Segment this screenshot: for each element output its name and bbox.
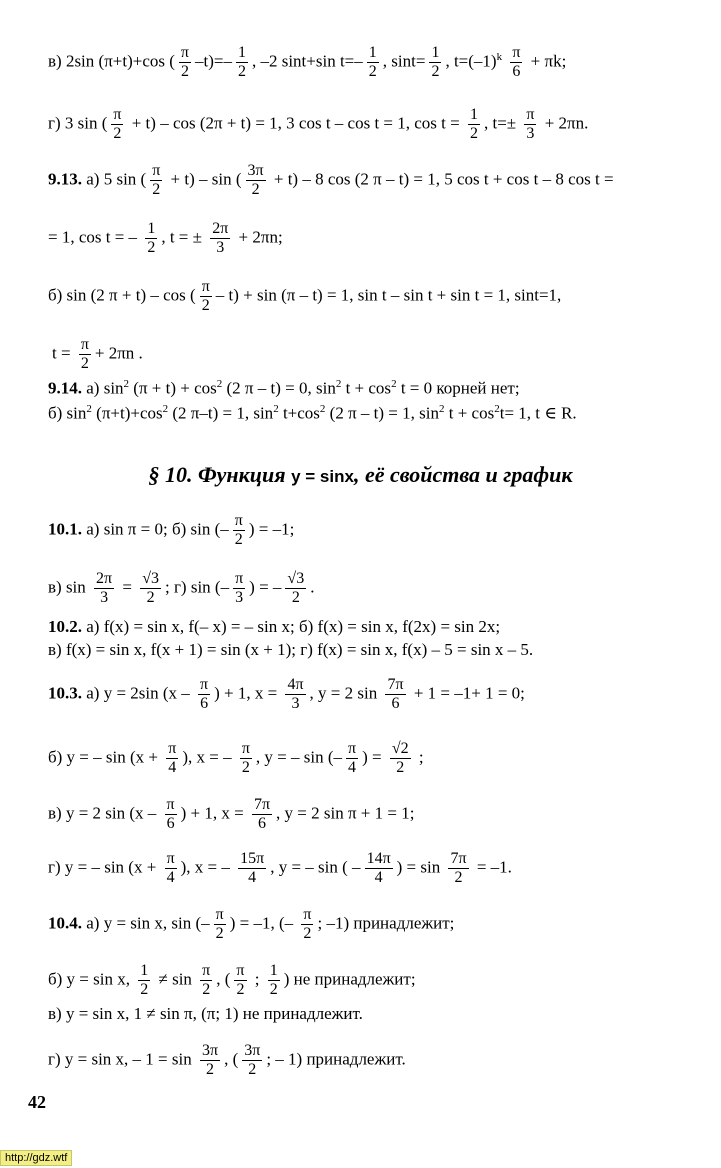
- denominator: 2: [215, 925, 224, 942]
- numerator: π: [202, 962, 211, 979]
- math-text: = 1, cos t = –: [48, 227, 142, 247]
- numerator: √3: [142, 570, 159, 587]
- math-text: , (: [216, 969, 231, 989]
- fraction: [468, 106, 480, 143]
- fraction: [233, 512, 245, 549]
- math-line: [48, 162, 721, 199]
- fraction: [166, 740, 178, 777]
- fraction: [94, 570, 114, 607]
- math-text: , sint=: [382, 51, 426, 71]
- fraction: [200, 1042, 220, 1079]
- math-text: t = 0 корней нет;: [396, 378, 520, 398]
- math-text: (2 π – t) = 0, sin: [222, 378, 336, 398]
- denominator: 2: [152, 181, 161, 198]
- math-line: [48, 962, 721, 999]
- fraction: [79, 336, 91, 373]
- fraction: [165, 796, 177, 833]
- math-text: ) + 1, x =: [180, 803, 248, 823]
- math-text: (2 π–t) = 1, sin: [168, 403, 274, 423]
- denominator: 2: [140, 981, 149, 998]
- denominator: 2: [368, 63, 377, 80]
- math-text: , (: [224, 1049, 239, 1069]
- denominator: 2: [396, 759, 405, 776]
- math-text: б) sin: [48, 403, 87, 423]
- section-heading: [0, 462, 721, 488]
- superscript: k: [496, 50, 503, 63]
- math-text: , t=(–1): [445, 51, 497, 71]
- math-line: [48, 1004, 721, 1024]
- math-line: [48, 220, 721, 257]
- math-text: ) = –1, (–: [229, 913, 298, 933]
- math-text: + t) – sin (: [166, 169, 242, 189]
- numerator: √3: [287, 570, 305, 587]
- exercise-number: 10.4.: [48, 913, 82, 933]
- math-text: ) не принадлежит;: [283, 969, 416, 989]
- fraction: [346, 740, 358, 777]
- numerator: 3π: [244, 1042, 261, 1059]
- denominator: 6: [166, 815, 175, 832]
- fraction: [233, 570, 245, 607]
- numerator: π: [168, 740, 177, 757]
- numerator: 3π: [202, 1042, 219, 1059]
- math-text: а) y = 2sin (x –: [82, 683, 195, 703]
- math-text: + 2πn;: [234, 227, 283, 247]
- superscript: 2: [86, 403, 92, 415]
- fraction: [252, 796, 272, 833]
- numerator: π: [234, 512, 243, 529]
- superscript: 2: [123, 378, 130, 390]
- fraction: [242, 1042, 262, 1079]
- math-text: б) sin (2 π + t) – cos (: [48, 285, 196, 305]
- math-text: , y = – sin (–: [255, 747, 342, 767]
- numerator: 1: [368, 44, 377, 61]
- math-text: а) 5 sin (: [82, 169, 147, 189]
- heading-prefix: § 10. Функция: [148, 462, 292, 487]
- math-text: в) y = 2 sin (x –: [48, 803, 161, 823]
- numerator: √2: [391, 740, 409, 757]
- math-line: [48, 278, 721, 315]
- denominator: 2: [113, 125, 122, 142]
- math-text: + 2πn .: [94, 343, 143, 363]
- fraction: [238, 850, 266, 887]
- denominator: 4: [374, 869, 383, 886]
- math-line: [48, 570, 721, 607]
- fraction: [510, 44, 522, 81]
- math-text: а) sin: [82, 378, 124, 398]
- numerator: π: [241, 740, 250, 757]
- denominator: 2: [206, 1061, 215, 1078]
- denominator: 2: [251, 181, 260, 198]
- math-line: [48, 106, 721, 143]
- math-text: + t) – 8 cos (2 π – t) = 1, 5 cos t + cos t – 8 cos t =: [269, 169, 614, 189]
- math-text: t= 1, t ∈ R.: [499, 403, 577, 423]
- math-text: ) = –: [249, 577, 282, 597]
- math-text: ; г) sin (–: [164, 577, 230, 597]
- math-text: t + cos: [341, 378, 392, 398]
- math-text: ), x = –: [180, 857, 235, 877]
- exercise-number: 9.14.: [48, 378, 82, 398]
- math-text: ) =: [362, 747, 386, 767]
- fraction: [268, 962, 280, 999]
- numerator: π: [512, 44, 521, 61]
- math-text: а) f(x) = sin x, f(– x) = – sin x; б) f(x) = sin x, f(2x) = sin 2x;: [82, 617, 501, 636]
- math-text: + 2πn.: [540, 113, 589, 133]
- math-text: ) = –1;: [248, 519, 295, 539]
- numerator: 15π: [240, 850, 265, 867]
- fraction: [210, 220, 230, 257]
- denominator: 6: [257, 815, 266, 832]
- superscript: 2: [494, 403, 500, 415]
- denominator: 6: [200, 695, 209, 712]
- math-text: в) 2sin (π+t)+cos (: [48, 51, 175, 71]
- math-text: в) f(x) = sin x, f(x + 1) = sin (x + 1); г) f(x) = sin x, f(x) – 5 = sin x – 5.: [48, 640, 534, 659]
- numerator: 4π: [287, 676, 304, 693]
- numerator: 1: [140, 962, 149, 979]
- math-text: t + cos: [444, 403, 495, 423]
- denominator: 2: [248, 1061, 257, 1078]
- superscript: 2: [391, 378, 397, 390]
- fraction: [214, 906, 226, 943]
- denominator: 2: [147, 239, 156, 256]
- fraction: [524, 106, 536, 143]
- math-text: [502, 51, 506, 70]
- math-text: + 1 = –1+ 1 = 0;: [409, 683, 525, 703]
- numerator: π: [180, 44, 189, 61]
- exercise-number: 9.13.: [48, 169, 82, 189]
- denominator: 2: [469, 125, 478, 142]
- fraction: [236, 44, 248, 81]
- denominator: 3: [216, 239, 225, 256]
- math-line: [52, 336, 721, 373]
- fraction: [111, 106, 123, 143]
- fraction: [429, 44, 441, 81]
- numerator: π: [152, 162, 161, 179]
- math-text: – t) + sin (π – t) = 1, sin t – sin t + sin t = 1, sint=1,: [215, 285, 562, 305]
- denominator: 2: [291, 589, 300, 606]
- denominator: 6: [391, 695, 400, 712]
- numerator: π: [303, 906, 312, 923]
- math-text: ; – 1) принадлежит.: [266, 1049, 406, 1069]
- math-line: [48, 1042, 721, 1079]
- math-text: ; –1) принадлежит;: [317, 913, 455, 933]
- numerator: π: [215, 906, 224, 923]
- math-text: , y = 2 sin: [309, 683, 382, 703]
- denominator: 2: [237, 63, 246, 80]
- fraction: [150, 162, 162, 199]
- fraction: [200, 962, 212, 999]
- math-text: (2 π – t) = 1, sin: [325, 403, 439, 423]
- denominator: 4: [168, 759, 177, 776]
- denominator: 3: [100, 589, 109, 606]
- math-text: –t)=–: [194, 51, 232, 71]
- denominator: 3: [291, 695, 300, 712]
- denominator: 3: [526, 125, 535, 142]
- superscript: 2: [438, 403, 445, 415]
- math-text: + πk;: [526, 51, 567, 71]
- numerator: 1: [269, 962, 278, 979]
- denominator: 2: [234, 531, 243, 548]
- superscript: 2: [335, 378, 342, 390]
- math-text: t =: [52, 343, 75, 363]
- fraction: [301, 906, 313, 943]
- fraction: [179, 44, 191, 81]
- numerator: 1: [469, 106, 478, 123]
- numerator: π: [348, 740, 357, 757]
- math-text: г) y = sin x, – 1 = sin: [48, 1049, 196, 1069]
- fraction: [285, 676, 305, 713]
- math-text: , t = ±: [161, 227, 207, 247]
- numerator: π: [80, 336, 89, 353]
- watermark-link[interactable]: http://gdz.wtf: [0, 1150, 72, 1166]
- denominator: 2: [80, 355, 89, 372]
- superscript: 2: [216, 378, 223, 390]
- math-line: [48, 512, 721, 549]
- denominator: 2: [269, 981, 278, 998]
- math-line: [48, 640, 721, 660]
- numerator: π: [113, 106, 122, 123]
- math-text: ), x = –: [182, 747, 236, 767]
- math-text: , –2 sint+sin t=–: [251, 51, 363, 71]
- math-line: [48, 676, 721, 713]
- denominator: 2: [303, 925, 312, 942]
- fraction: [448, 850, 468, 887]
- math-line: [48, 906, 721, 943]
- math-text: = –1.: [472, 857, 512, 877]
- fraction: [365, 850, 393, 887]
- math-text: , y = 2 sin π + 1 = 1;: [276, 803, 415, 823]
- numerator: 1: [237, 44, 246, 61]
- math-text: в) y = sin x, 1 ≠ sin π, (π; 1) не принадлежит.: [48, 1004, 363, 1023]
- fraction: [165, 850, 177, 887]
- page-number: 42: [28, 1092, 46, 1112]
- math-text: (π + t) + cos: [129, 378, 217, 398]
- denominator: 2: [202, 981, 211, 998]
- math-text: б) y = – sin (x +: [48, 747, 163, 767]
- numerator: π: [166, 850, 175, 867]
- math-text: ;: [414, 747, 424, 767]
- math-text: , y = – sin ( –: [270, 857, 361, 877]
- denominator: 2: [241, 759, 250, 776]
- denominator: 2: [201, 297, 210, 314]
- fraction: [234, 962, 246, 999]
- denominator: 4: [248, 869, 257, 886]
- exercise-number: 10.3.: [48, 683, 82, 703]
- numerator: 7π: [387, 676, 404, 693]
- numerator: 3π: [247, 162, 264, 179]
- numerator: π: [200, 676, 209, 693]
- math-line: [48, 617, 721, 637]
- denominator: 2: [454, 869, 463, 886]
- denominator: 4: [166, 869, 175, 886]
- superscript: 2: [319, 403, 326, 415]
- numerator: 7π: [253, 796, 271, 813]
- heading-suffix: , её свойства и график: [353, 462, 573, 487]
- math-text: а) y = sin x, sin (–: [82, 913, 210, 933]
- math-line: [48, 399, 721, 424]
- numerator: 7π: [450, 850, 467, 867]
- math-text: а) sin π = 0; б) sin (–: [82, 519, 229, 539]
- numerator: π: [235, 570, 244, 587]
- denominator: 2: [431, 63, 440, 80]
- fraction: [138, 962, 150, 999]
- numerator: π: [166, 796, 175, 813]
- math-line: [48, 740, 721, 777]
- numerator: 2π: [96, 570, 113, 587]
- math-line: [48, 44, 721, 81]
- numerator: 14π: [366, 850, 391, 867]
- fraction: [385, 676, 405, 713]
- exercise-number: 10.2.: [48, 617, 82, 636]
- math-line: [48, 796, 721, 833]
- superscript: 2: [162, 403, 169, 415]
- math-text: t+cos: [278, 403, 320, 423]
- exercise-number: 10.1.: [48, 519, 82, 539]
- math-text: б) y = sin x,: [48, 969, 135, 989]
- math-line: [48, 850, 721, 887]
- numerator: π: [236, 962, 245, 979]
- numerator: 1: [147, 220, 156, 237]
- numerator: 2π: [212, 220, 229, 237]
- denominator: 3: [235, 589, 244, 606]
- superscript: 2: [273, 403, 279, 415]
- math-text: , t=±: [483, 113, 521, 133]
- math-text: =: [118, 577, 137, 597]
- numerator: π: [201, 278, 210, 295]
- math-line: [48, 374, 721, 399]
- fraction: [198, 676, 210, 713]
- denominator: 2: [180, 63, 189, 80]
- math-text: г) y = – sin (x +: [48, 857, 161, 877]
- denominator: 2: [146, 589, 155, 606]
- math-text: + t) – cos (2π + t) = 1, 3 cos t – cos t = 1, cos t =: [127, 113, 464, 133]
- math-text: ≠ sin: [154, 969, 197, 989]
- heading-function: y = sinx: [291, 467, 354, 486]
- fraction: [145, 220, 157, 257]
- denominator: 6: [512, 63, 521, 80]
- fraction: [367, 44, 379, 81]
- math-text: г) 3 sin (: [48, 113, 108, 133]
- fraction: [390, 740, 411, 777]
- math-text: ) = sin: [396, 857, 445, 877]
- fraction: [285, 570, 306, 607]
- math-text: в) sin: [48, 577, 91, 597]
- numerator: π: [526, 106, 535, 123]
- fraction: [240, 740, 252, 777]
- denominator: 4: [348, 759, 357, 776]
- denominator: 2: [236, 981, 245, 998]
- math-text: ) + 1, x =: [214, 683, 282, 703]
- math-text: (π+t)+cos: [91, 403, 163, 423]
- math-text: .: [310, 577, 315, 597]
- math-text: ;: [250, 969, 264, 989]
- fraction: [140, 570, 161, 607]
- fraction: [246, 162, 266, 199]
- fraction: [200, 278, 212, 315]
- numerator: 1: [431, 44, 440, 61]
